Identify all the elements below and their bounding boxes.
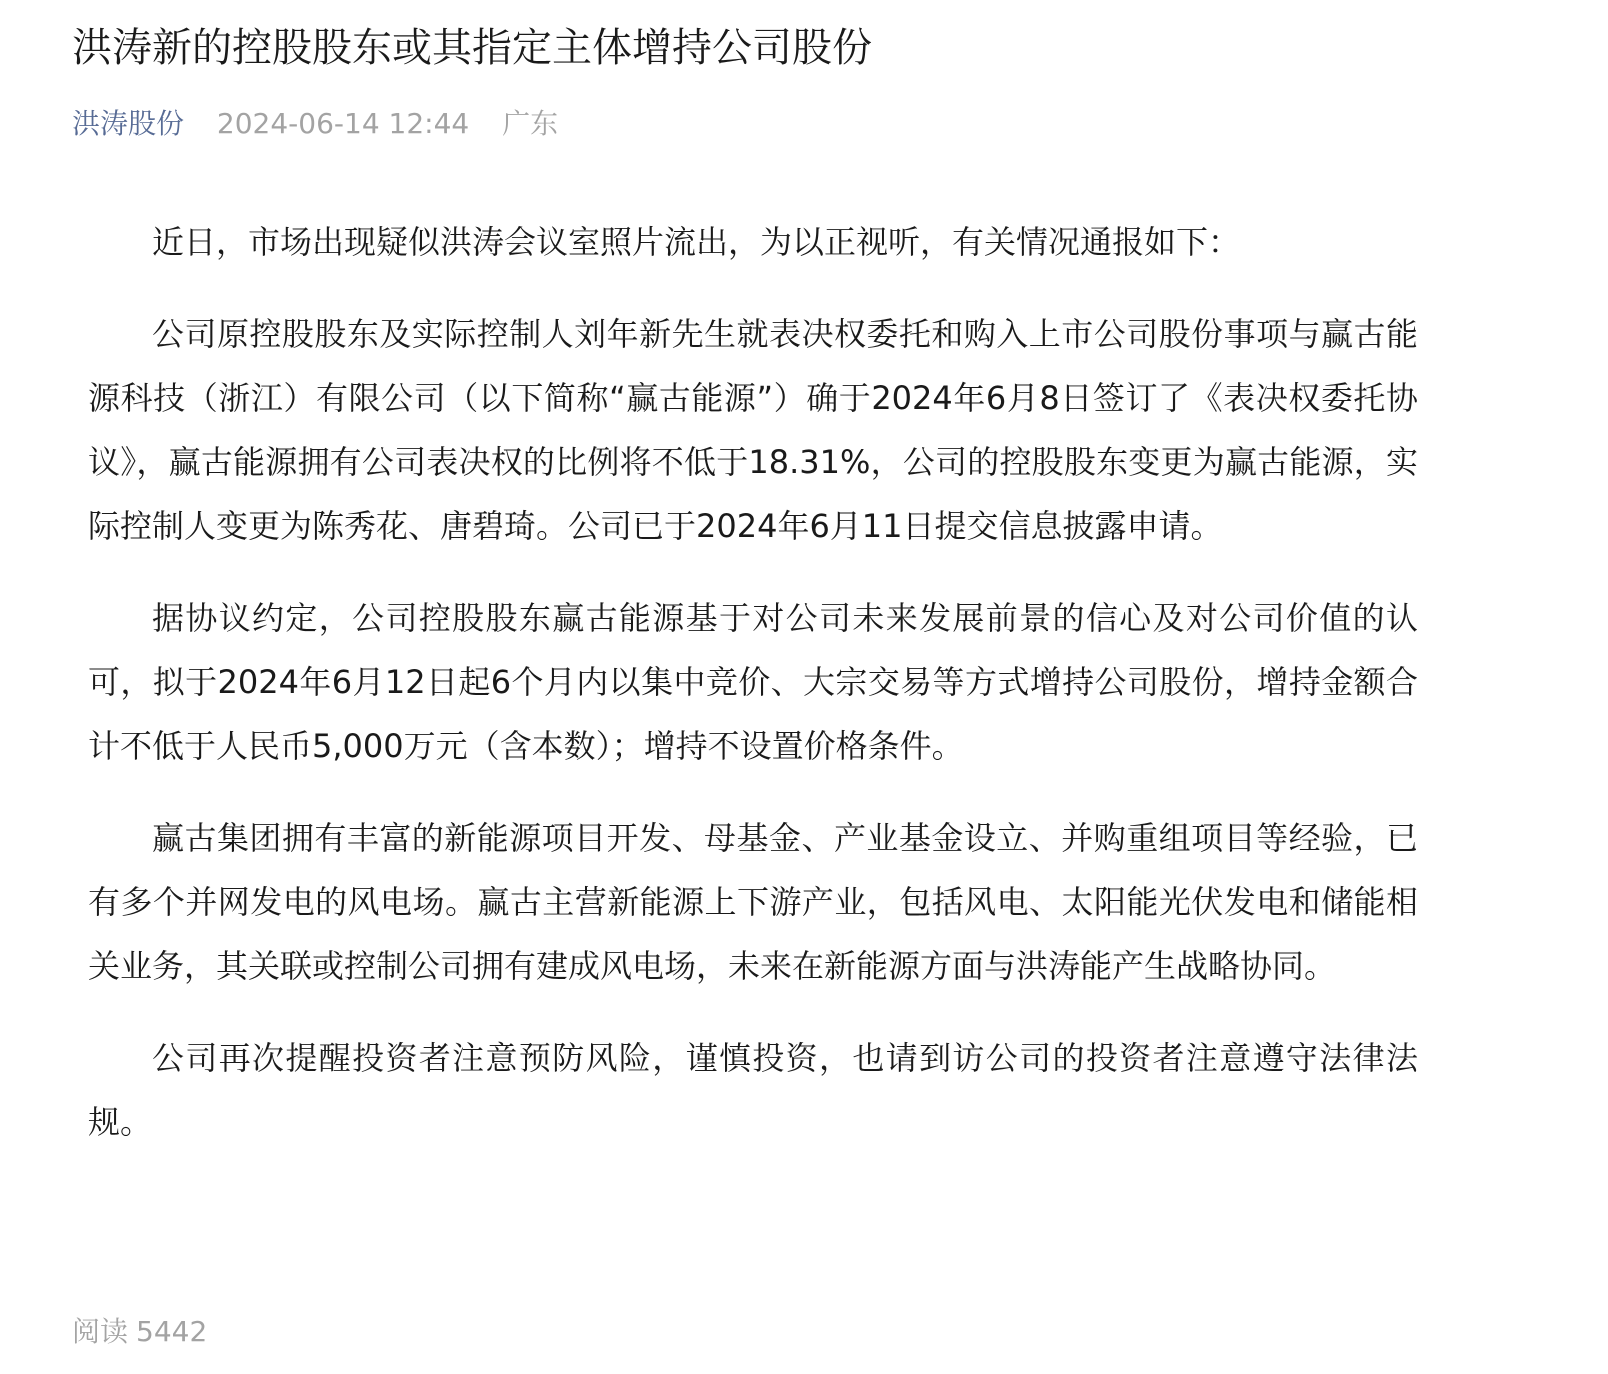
paragraph: 据协议约定，公司控股股东赢古能源基于对公司未来发展前景的信心及对公司价值的认可，拟于2024年6月12日起6个月内以集中竞价、大宗交易等方式增持公司股份，增持金额合计不低于人民币5,000万元（含本数）；增持不设置价格条件。: [88, 599, 1418, 765]
paragraph: 赢古集团拥有丰富的新能源项目开发、母基金、产业基金设立、并购重组项目等经验，已有多个并网发电的风电场。赢古主营新能源上下游产业，包括风电、太阳能光伏发电和储能相关业务，其关联或控制公司拥有建成风电场，未来在新能源方面与洪涛能产生战略协同。: [88, 819, 1418, 985]
paragraph: 公司原控股股东及实际控制人刘年新先生就表决权委托和购入上市公司股份事项与赢古能源科技（浙江）有限公司（以下简称“赢古能源”）确于2024年6月8日签订了《表决权委托协议》，赢古能源拥有公司表决权的比例将不低于18.31%，公司的控股股东变更为赢古能源，实际控制人变更为陈秀花、唐碧琦。公司已于2024年6月11日提交信息披露申请。: [88, 315, 1418, 545]
paragraph: 公司再次提醒投资者注意预防风险，谨慎投资，也请到访公司的投资者注意遵守法律法规。: [88, 1039, 1418, 1141]
article-body: [88, 210, 1418, 1182]
publish-date: 2024-06-14 12:44: [216, 107, 470, 140]
paragraph: 近日，市场出现疑似洪涛会议室照片流出，为以正视听，有关情况通报如下：: [152, 223, 1241, 261]
author-link[interactable]: 洪涛股份: [72, 107, 185, 140]
publish-location: 广东: [502, 107, 559, 140]
read-count: [72, 1312, 207, 1352]
read-count-label: 阅读: [72, 1315, 129, 1348]
article-meta: [72, 104, 558, 144]
article-title: 洪涛新的控股股东或其指定主体增持公司股份: [72, 25, 872, 71]
read-count-value: 5442: [136, 1315, 208, 1348]
